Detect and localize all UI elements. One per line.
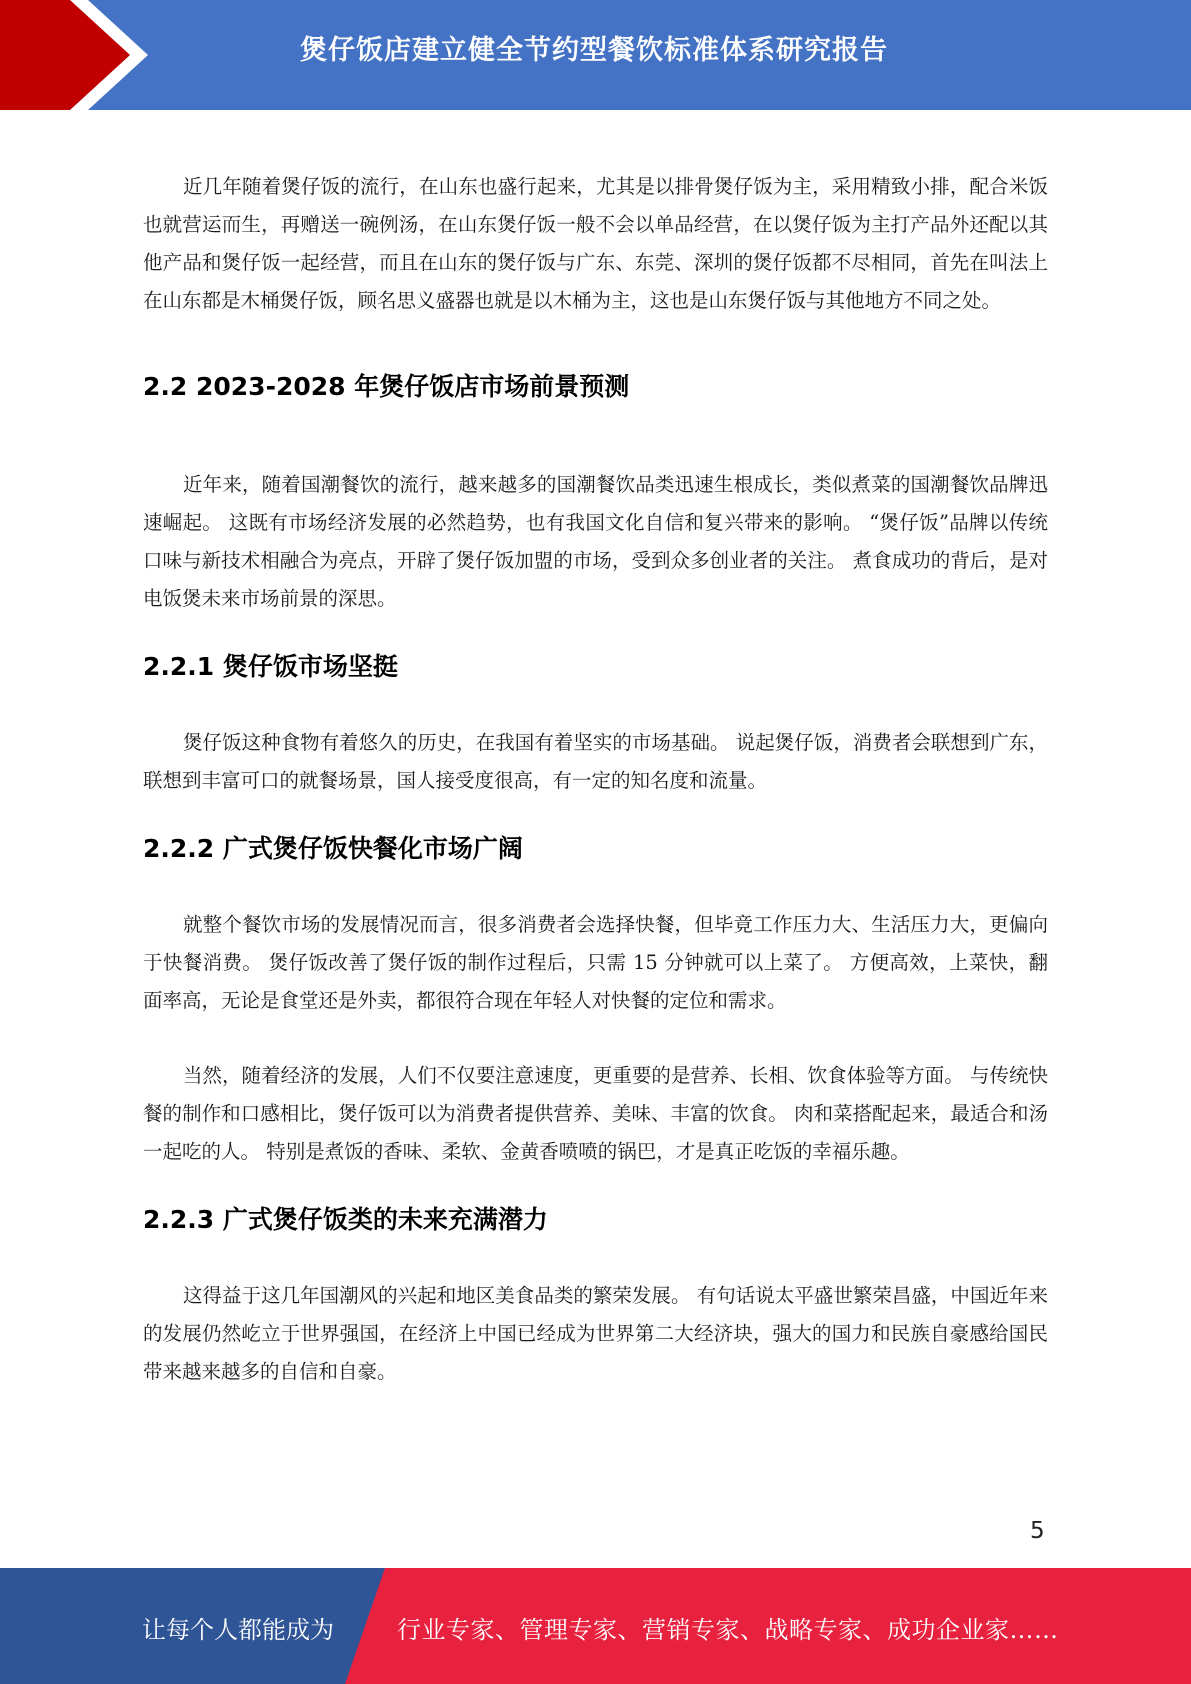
paragraph-nutrition: 当然，随着经济的发展，人们不仅要注意速度，更重要的是营养、长相、饮食体验等方面。 与传统快餐的制作和口感相比，煲仔饭可以为消费者提供营养、美味、丰富的饮食。 肉和菜搭配起来，最适合和汤一起吃的人。 特别是煮饭的香味、柔软、金黄香喷喷的锅巴，才是真正吃饭的幸福乐趣。 xyxy=(143,1064,1048,1163)
footer-slogan-left: 让每个人都能成为 xyxy=(142,1616,334,1644)
section-heading-2-2-1: 2.2.1 煲仔饭市场坚挺 xyxy=(143,652,398,681)
page-header xyxy=(0,0,1191,110)
section-heading-2-2: 2.2 2023-2028 年煲仔饭店市场前景预测 xyxy=(143,372,630,401)
paragraph-fast-food: 就整个餐饮市场的发展情况而言，很多消费者会选择快餐，但毕竟工作压力大、生活压力大，更偏向于快餐消费。 煲仔饭改善了煲仔饭的制作过程后，只需 15 分钟就可以上菜了。 方便高效，上菜快，翻面率高，无论是食堂还是外卖，都很符合现在年轻人对快餐的定位和需求。 xyxy=(143,913,1048,1012)
paragraph-guochao: 近年来，随着国潮餐饮的流行，越来越多的国潮餐饮品类迅速生根成长，类似煮菜的国潮餐饮品牌迅速崛起。 这既有市场经济发展的必然趋势，也有我国文化自信和复兴带来的影响。 “煲仔饭”品牌以传统口味与新技术相融合为亮点，开辟了煲仔饭加盟的市场，受到众多创业者的关注。 煮食成功的背后，是对电饭煲未来市场前景的深思。 xyxy=(143,473,1048,610)
paragraph-shandong: 近几年随着煲仔饭的流行，在山东也盛行起来，尤其是以排骨煲仔饭为主，采用精致小排，配合米饭也就营运而生，再赠送一碗例汤，在山东煲仔饭一般不会以单品经营，在以煲仔饭为主打产品外还配以其他产品和煲仔饭一起经营，而且在山东的煲仔饭与广东、东莞、深圳的煲仔饭都不尽相同，首先在叫法上在山东都是木桶煲仔饭，顾名思义盛器也就是以木桶为主，这也是山东煲仔饭与其他地方不同之处。 xyxy=(143,175,1048,312)
paragraph-market-foundation: 煲仔饭这种食物有着悠久的历史，在我国有着坚实的市场基础。 说起煲仔饭，消费者会联想到广东，联想到丰富可口的就餐场景，国人接受度很高，有一定的知名度和流量。 xyxy=(143,731,1048,792)
section-heading-2-2-3: 2.2.3 广式煲仔饭类的未来充满潜力 xyxy=(143,1205,548,1234)
section-heading-2-2-2: 2.2.2 广式煲仔饭快餐化市场广阔 xyxy=(143,834,523,863)
report-title: 煲仔饭店建立健全节约型餐饮标准体系研究报告 xyxy=(300,35,888,66)
page-number: 5 xyxy=(1030,1518,1045,1544)
footer-slogan-right: 行业专家、管理专家、营销专家、战略专家、成功企业家…… xyxy=(397,1616,1059,1644)
page-content xyxy=(143,168,1048,1391)
paragraph-future-potential: 这得益于这几年国潮风的兴起和地区美食品类的繁荣发展。 有句话说太平盛世繁荣昌盛，中国近年来的发展仍然屹立于世界强国，在经济上中国已经成为世界第二大经济块，强大的国力和民族自豪感给国民带来越来越多的自信和自豪。 xyxy=(143,1284,1048,1383)
page-footer xyxy=(0,1568,1191,1684)
